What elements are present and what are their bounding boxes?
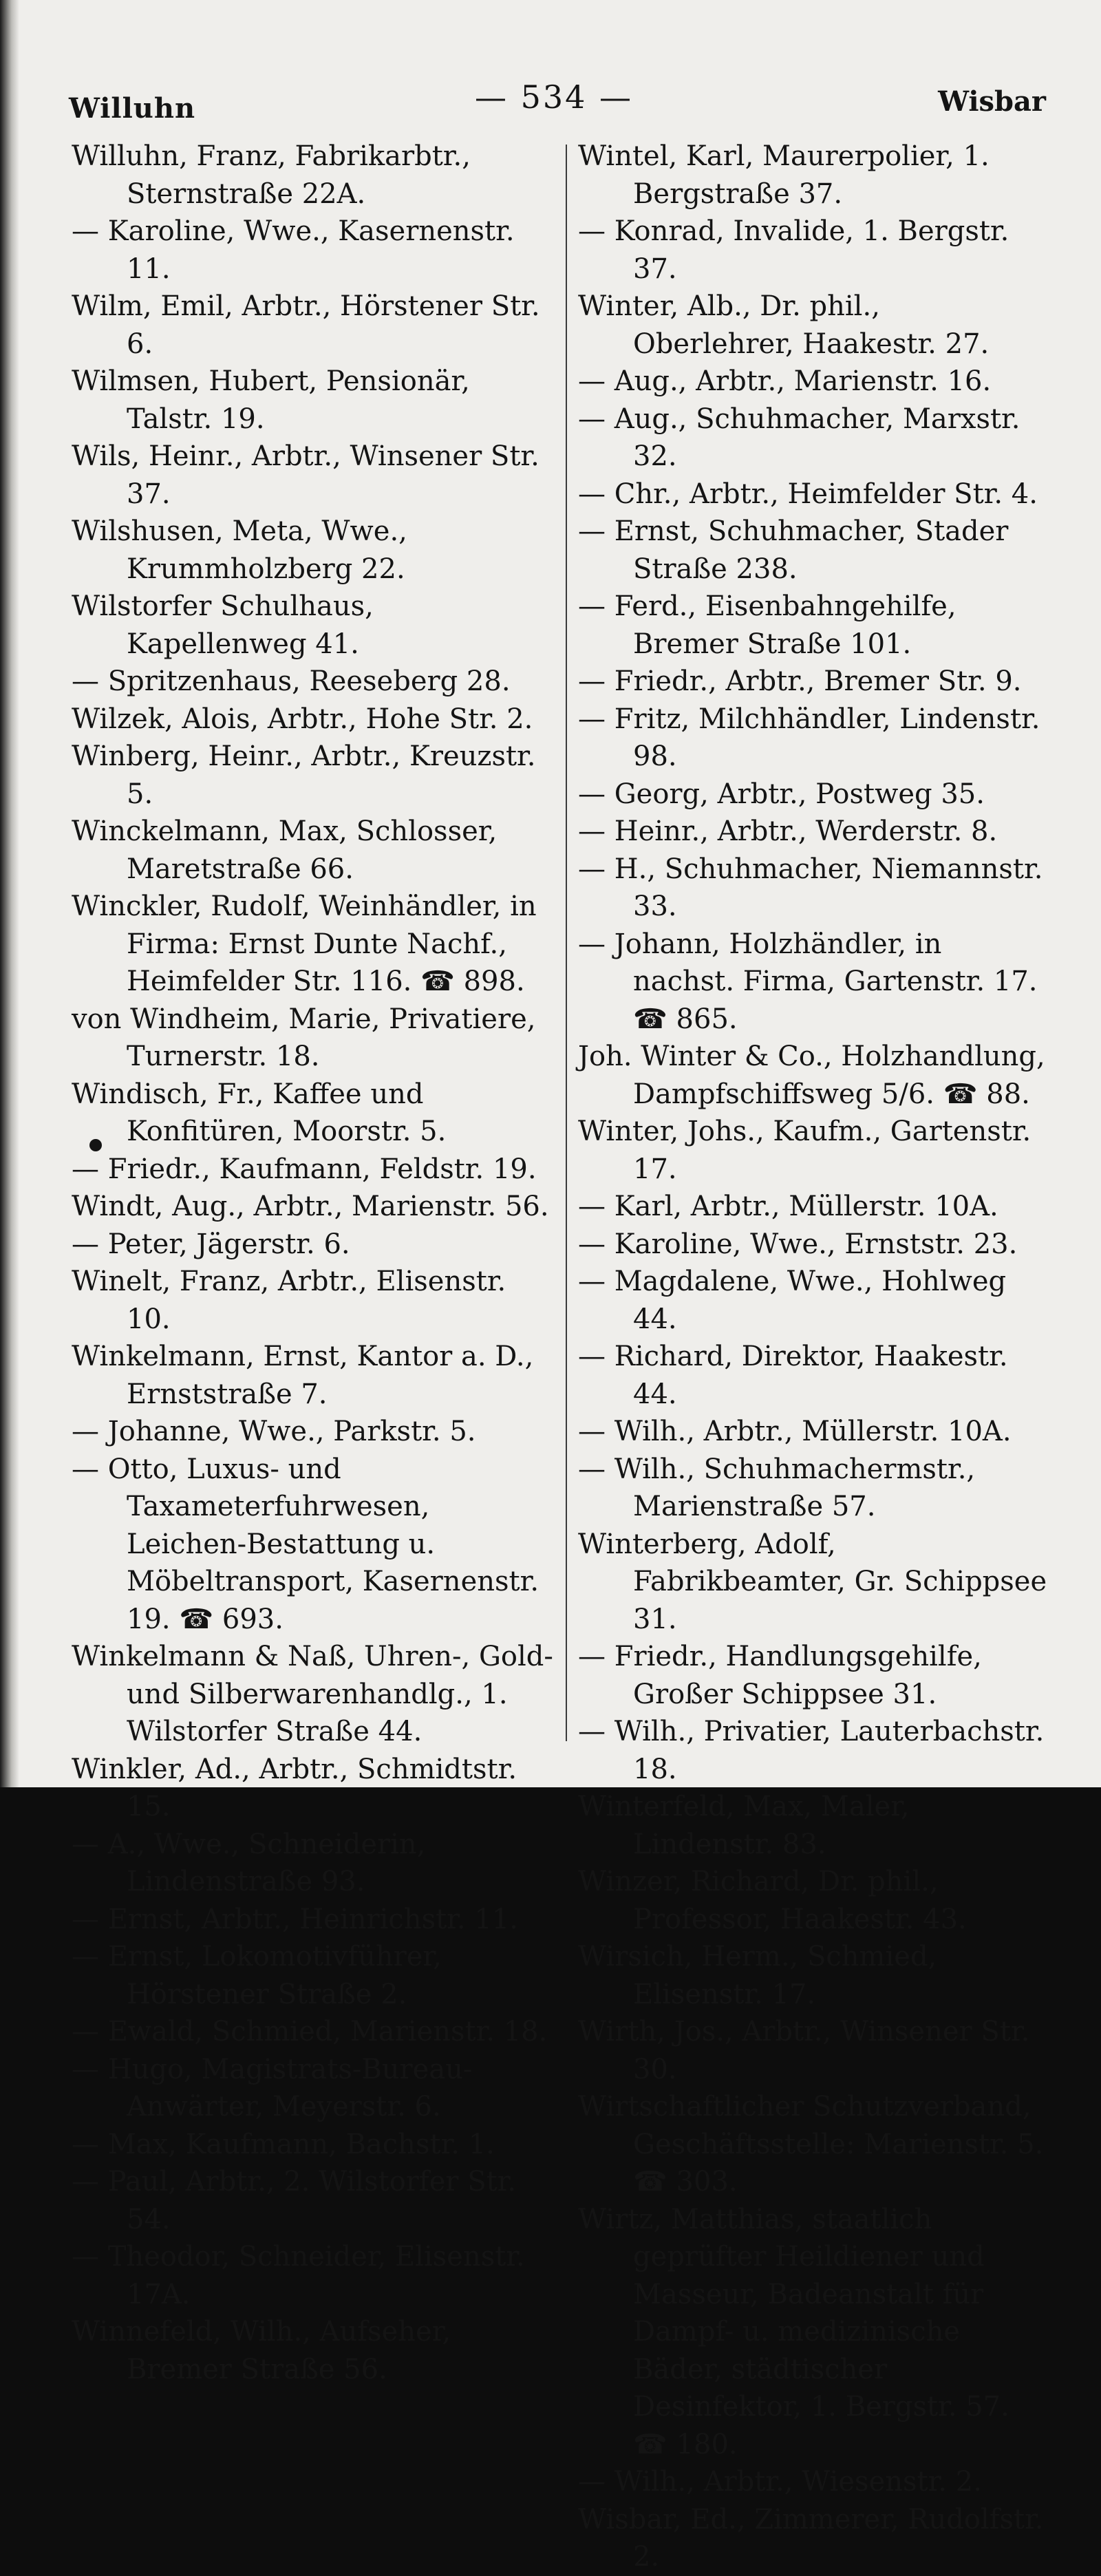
entry-text: Wirsich, Herm., Schmied, Elisenstr. 17. <box>578 1941 945 2010</box>
entry-text: — Konrad, Invalide, 1. Bergstr. 37. <box>578 215 1018 285</box>
entry-text: — Johann, Holzhändler, in nachst. Firma, Gartenstr. 17. ☎ 865. <box>578 928 1047 1035</box>
entry-text: — Heinr., Arbtr., Werderstr. 8. <box>578 816 998 847</box>
entry-text: Windt, Aug., Arbtr., Marienstr. 56. <box>72 1191 549 1222</box>
entry-text: Winkelmann, Ernst, Kantor a. D., Ernststraße 7. <box>72 1341 543 1410</box>
entry-text: Wilstorfer Schulhaus, Kapellenweg 41. <box>72 590 383 660</box>
directory-entry <box>578 588 1049 663</box>
directory-entry <box>72 2313 557 2388</box>
column-divider <box>566 145 567 1741</box>
entry-text: Winterfeld, Max, Maler, Lindenstr. 83. <box>578 1791 919 1860</box>
running-head-right: Wisbar <box>938 85 1046 118</box>
entry-text: — Wilh., Schuhmachermstr., Marienstraße 57. <box>578 1453 984 1522</box>
directory-entry <box>578 476 1049 513</box>
directory-entry <box>578 2013 1049 2088</box>
entry-text: Winnefeld, Wilh., Aufseher, Bremer Straße 56. <box>72 2316 460 2385</box>
entry-text: — Karoline, Wwe., Kasernenstr. 11. <box>72 215 524 285</box>
directory-entry <box>578 1113 1049 1188</box>
directory-entry <box>578 1226 1049 1264</box>
entry-text: — Ernst, Arbtr., Heinrichstr. 11. <box>72 1903 518 1935</box>
page-edge-shadow <box>0 0 19 1787</box>
entry-text: — Ernst, Lokomotivführer, Hörstener Straße 2. <box>72 1941 451 2010</box>
directory-entry <box>578 2501 1053 2576</box>
entry-text: — Ernst, Schuhmacher, Stader Straße 238. <box>578 515 1018 585</box>
directory-entry <box>72 1826 557 1901</box>
directory-entry <box>72 438 557 513</box>
entry-text: Winckler, Rudolf, Weinhändler, in Firma: Ernst Dunte Nachf., Heimfelder Str. 116. ☎ 898. <box>72 891 546 997</box>
entry-text: — Max, Kaufmann, Bachstr. 1. <box>72 2128 495 2160</box>
entry-text: — Ferd., Eisenbahngehilfe, Bremer Straße 101. <box>578 590 965 660</box>
directory-entry <box>578 1788 1049 1863</box>
directory-entry <box>578 288 1049 363</box>
entry-text: — Karoline, Wwe., Ernststr. 23. <box>578 1228 1018 1260</box>
entry-text: Wirtz, Matthias, staatlich geprüfter Heildiener und Masseur, Badeanstalt für Dampf- u. medizinische Bäder, städtischer Desinfektor, 1. Bergstr. 57. ☎ 180. <box>578 2203 1018 2460</box>
entry-text: — Friedr., Kaufmann, Feldstr. 19. <box>72 1153 537 1185</box>
directory-entry <box>72 2051 557 2126</box>
left-column <box>72 138 562 2388</box>
directory-entry <box>578 2088 1053 2201</box>
bullet-mark <box>89 1139 102 1151</box>
entry-text: Willuhn, Franz, Fabrikarbtr., Sternstraße 22A. <box>72 140 480 210</box>
directory-entry <box>72 513 557 588</box>
directory-entry <box>578 513 1049 588</box>
entry-text: — Peter, Jägerstr. 6. <box>72 1228 350 1260</box>
entry-text: — Magdalene, Wwe., Hohlweg 44. <box>578 1266 1015 1335</box>
directory-entry <box>578 401 1049 476</box>
page-number: — 534 — <box>475 78 634 116</box>
entry-text: Wilzek, Alois, Arbtr., Hohe Str. 2. <box>72 703 533 735</box>
entry-text: — Aug., Arbtr., Marienstr. 16. <box>578 365 992 397</box>
entry-text: — A., Wwe., Schneiderin, Lindenstraße 93. <box>72 1828 435 1897</box>
directory-entry <box>72 1451 557 1639</box>
entry-text: — Chr., Arbtr., Heimfelder Str. 4. <box>578 478 1038 510</box>
directory-entry <box>72 2126 557 2164</box>
directory-entry <box>578 1638 1049 1713</box>
entry-text: Wintel, Karl, Maurerpolier, 1. Bergstraße 37. <box>578 140 998 210</box>
directory-entry <box>72 2163 557 2238</box>
directory-entry <box>72 888 557 1001</box>
entry-text: Windisch, Fr., Kaffee und Konfitüren, Moorstr. 5. <box>72 1078 447 1147</box>
entry-text: Wirtschaftlicher Schutzverband, Geschäftsstelle: Marienstr. 5. ☎ 303. <box>578 2091 1053 2197</box>
directory-entry <box>72 1901 557 1939</box>
directory-entry <box>578 776 1049 813</box>
directory-entry <box>578 813 1049 851</box>
directory-entry <box>578 1938 1049 2013</box>
entry-text: — Spritzenhaus, Reeseberg 28. <box>72 666 511 697</box>
entry-text: Winelt, Franz, Arbtr., Elisenstr. 10. <box>72 1266 515 1335</box>
directory-entry <box>578 1451 1049 1526</box>
entry-text: — Wilh., Arbtr., Müllerstr. 10A. <box>578 1416 1012 1447</box>
directory-entry <box>578 213 1049 288</box>
entry-text: — Johanne, Wwe., Parkstr. 5. <box>72 1416 476 1447</box>
entry-text: — Wilh., Privatier, Lauterbachstr. 18. <box>578 1716 1054 1785</box>
entry-text: — Richard, Direktor, Haakestr. 44. <box>578 1341 1017 1410</box>
entry-text: — Friedr., Handlungsgehilfe, Großer Schippsee 31. <box>578 1641 991 1710</box>
directory-entry <box>72 213 557 288</box>
entry-text: Wilmsen, Hubert, Pensionär, Talstr. 19. <box>72 365 479 435</box>
entry-text: — Fritz, Milchhändler, Lindenstr. 98. <box>578 703 1049 772</box>
directory-entry <box>72 1638 562 1751</box>
directory-entry <box>72 2238 557 2313</box>
running-head-left: Willuhn <box>69 92 196 125</box>
directory-entry <box>578 1526 1056 1639</box>
directory-entry <box>72 1413 557 1451</box>
entry-text: Winberg, Heinr., Arbtr., Kreuzstr. 5. <box>72 741 545 810</box>
entry-text: Winter, Johs., Kaufm., Gartenstr. 17. <box>578 1116 1040 1185</box>
directory-entry <box>72 813 557 888</box>
directory-entry <box>578 663 1049 701</box>
entry-text: — Otto, Luxus- und Taxameterfuhrwesen, Leichen-Bestattung u. Möbeltransport, Kasernenstr. 19. ☎ 693. <box>72 1453 548 1635</box>
right-column <box>578 138 1056 2576</box>
entry-text: Wils, Heinr., Arbtr., Winsener Str. 37. <box>72 440 548 510</box>
entry-text: — Georg, Arbtr., Postweg 35. <box>578 778 985 810</box>
entry-text: — Wilh., Arbtr., Wiesenstr. 2. <box>578 2466 982 2498</box>
directory-entry <box>72 1938 557 2013</box>
directory-entry <box>578 1713 1054 1788</box>
directory-entry <box>578 138 1049 213</box>
entry-text: — Ewald, Schmied, Marienstr. 18. <box>72 2016 548 2047</box>
directory-entry <box>72 1226 557 1264</box>
directory-entry <box>578 1188 1049 1226</box>
entry-text: Wilshusen, Meta, Wwe., Krummholzberg 22. <box>72 515 416 585</box>
directory-entry <box>578 1263 1049 1338</box>
entry-text: Joh. Winter & Co., Holzhandlung, Dampfschiffsweg 5/6. ☎ 88. <box>578 1041 1054 1110</box>
directory-entry <box>578 1413 1049 1451</box>
directory-entry <box>72 1151 557 1189</box>
entry-text: — H., Schuhmacher, Niemannstr. 33. <box>578 853 1052 922</box>
entry-text: von Windheim, Marie, Privatiere, Turnerstr. 18. <box>72 1003 545 1072</box>
directory-entry <box>72 2013 557 2051</box>
entry-text: — Karl, Arbtr., Müllerstr. 10A. <box>578 1191 998 1222</box>
entry-text: — Hugo, Magistrats-Bureau-Anwärter, Meyerstr. 6. <box>72 2053 473 2122</box>
entry-text: Winter, Alb., Dr. phil., Oberlehrer, Haakestr. 27. <box>578 290 990 360</box>
entry-text: Wisbar, Ed., Zimmerer, Rudolfstr. 2. <box>578 2503 1053 2573</box>
directory-entry <box>578 1338 1049 1413</box>
directory-entry <box>72 363 557 438</box>
entry-text: — Paul, Arbtr., 2. Wilstorfer Str. 54. <box>72 2166 525 2235</box>
directory-entry <box>578 2463 1049 2501</box>
directory-entry <box>578 1863 1049 1938</box>
entry-text: Winkelmann & Naß, Uhren-, Gold- und Silberwarenhandlg., 1. Wilstorfer Straße 44. <box>72 1641 562 1747</box>
entry-text: Winckelmann, Max, Schlosser, Maretstraße 66. <box>72 816 506 885</box>
entry-text: Wilm, Emil, Arbtr., Hörstener Str. 6. <box>72 290 549 360</box>
directory-entry <box>578 851 1052 926</box>
directory-entry <box>72 663 557 701</box>
directory-entry <box>578 2201 1049 2464</box>
directory-entry <box>578 1038 1054 1113</box>
directory-entry <box>578 926 1049 1039</box>
page-header <box>69 72 1046 127</box>
entry-text: Wirth, Jos., Arbtr., Winsener Str. 30. <box>578 2016 1039 2085</box>
directory-entry <box>72 288 557 363</box>
directory-entry <box>72 588 557 663</box>
entry-text: Winkler, Ad., Arbtr., Schmidtstr. 15. <box>72 1753 526 1822</box>
directory-entry <box>72 1076 557 1151</box>
directory-entry <box>72 138 557 213</box>
entry-text: — Theodor, Schneider, Elisenstr. 17A. <box>72 2241 534 2310</box>
directory-entry <box>578 701 1049 776</box>
entry-text: Winzer, Richard, Dr. phil., Professor, Haakestr. 43. <box>578 1866 967 1935</box>
entry-text: Winterberg, Adolf, Fabrikbeamter, Gr. Schippsee 31. <box>578 1528 1056 1635</box>
directory-entry <box>72 1001 557 1076</box>
entry-text: — Aug., Schuhmacher, Marxstr. 32. <box>578 403 1029 472</box>
directory-entry <box>72 701 557 738</box>
directory-entry <box>72 1188 557 1226</box>
entry-text: — Friedr., Arbtr., Bremer Str. 9. <box>578 666 1022 697</box>
directory-entry <box>72 1751 557 1826</box>
directory-entry <box>72 1263 557 1338</box>
directory-entry <box>578 363 1049 401</box>
directory-entry <box>72 1338 557 1413</box>
directory-entry <box>72 738 557 813</box>
